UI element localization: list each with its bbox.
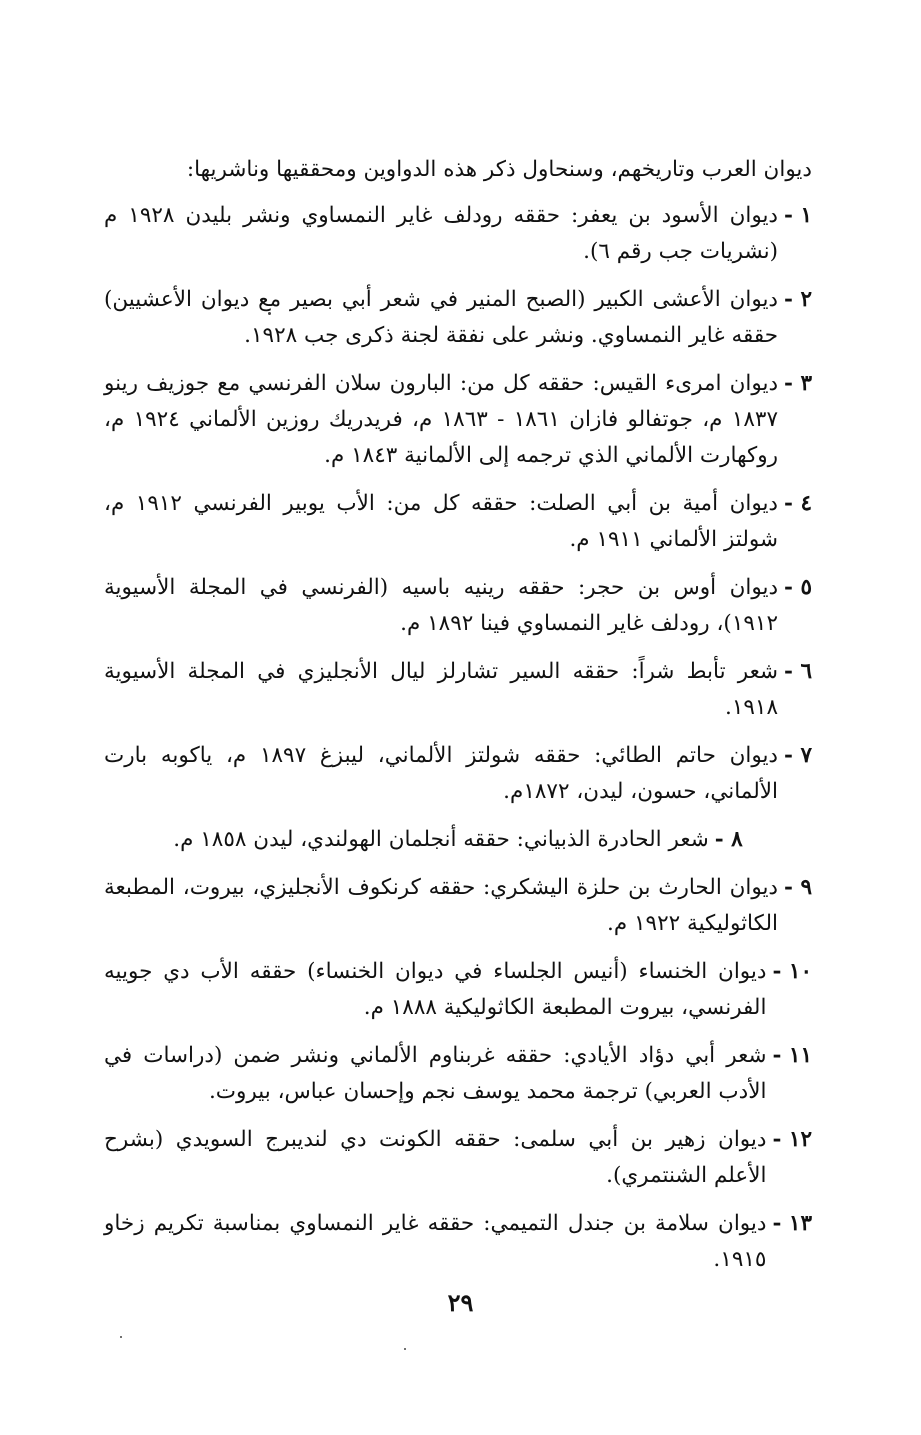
entry-number: ١ -	[784, 203, 812, 228]
scan-speck	[404, 1348, 406, 1350]
entry-text: ديوان الحارث بن حلزة اليشكري: حققه كرنكوف الأنجليزي، بيروت، المطبعة الكاثوليكية ١٩٢٢ م.	[104, 875, 779, 936]
entry-number: ١١ -	[772, 1043, 812, 1068]
entry-text: ديوان الأعشى الكبير (الصبح المنير في شعر أبي بصير مع ديوان الأعشيين) حققه غاير النمساوي. ونشر على نفقة لجنة ذكرى جب ١٩٢٨.	[104, 287, 779, 348]
intro-paragraph: ديوان العرب وتاريخهم، وسنحاول ذكر هذه الدواوين ومحققيها وناشريها:	[186, 157, 812, 182]
entry-number: ٦ -	[784, 659, 812, 684]
entry-number: ١٢ -	[772, 1127, 812, 1152]
entry-text: شعر الحادرة الذبياني: حققه أنجلمان الهولندي، ليدن ١٨٥٨ م.	[173, 827, 709, 852]
entry-text: ديوان حاتم الطائي: حققه شولتز الألماني، ليبزغ ١٨٩٧ م، ياكوبه بارت الألماني، حسون، ليدن، ١٨٧٢م.	[104, 743, 779, 804]
entry-number: ٣ -	[784, 371, 812, 396]
entry-text: ديوان امرىء القيس: حققه كل من: البارون سلان الفرنسي مع جوزيف رينو ١٨٣٧ م، جوتفالو فازان ١٨٦١ - ١٨٦٣ م، فريدريك روزين الألماني ١٩٢٤ م، روكهارت الألماني الذي ترجمه إلى الألمانية ١٨٤٣ م.	[104, 371, 779, 468]
diwan-list	[104, 198, 812, 1278]
scan-speck	[268, 312, 271, 315]
entry-text: شعر أبي دؤاد الأيادي: حققه غربناوم الألماني ونشر ضمن (دراسات في الأدب العربي) ترجمة محمد يوسف نجم وإحسان عباس، بيروت.	[104, 1043, 767, 1104]
list-item	[104, 570, 812, 642]
entry-number: ١٣ -	[772, 1211, 812, 1236]
entry-number: ٩ -	[784, 875, 812, 900]
entry-text: ديوان زهير بن أبي سلمى: حققه الكونت دي لنديبرج السويدي (بشرح الأعلم الشنتمري).	[104, 1127, 767, 1188]
entry-text: ديوان الأسود بن يعفر: حققه رودلف غاير النمساوي ونشر بليدن ١٩٢٨ م (نشريات جب رقم ٦).	[104, 203, 779, 264]
list-item	[104, 738, 812, 810]
page-number: ٢٩	[447, 1288, 474, 1317]
list-item	[104, 1206, 812, 1278]
entry-text: ديوان أمية بن أبي الصلت: حققه كل من: الأب يوبير الفرنسي ١٩١٢ م، شولتز الألماني ١٩١١ م.	[104, 491, 779, 552]
list-item	[104, 870, 812, 942]
list-item	[104, 822, 812, 858]
list-item	[104, 654, 812, 726]
scan-speck	[120, 1336, 122, 1338]
list-item	[104, 486, 812, 558]
entry-text: ديوان سلامة بن جندل التميمي: حققه غاير النمساوي بمناسبة تكريم زخاو ١٩١٥.	[104, 1211, 767, 1272]
list-item	[104, 366, 812, 474]
entry-number: ٥ -	[784, 575, 812, 600]
list-item	[104, 198, 812, 270]
entry-number: ٨ -	[714, 827, 743, 852]
list-item	[104, 954, 812, 1026]
entry-number: ١٠ -	[772, 959, 812, 984]
list-item	[104, 282, 812, 354]
list-item	[104, 1122, 812, 1194]
entry-text: ديوان أوس بن حجر: حققه رينيه باسيه (الفرنسي في المجلة الأسيوية ١٩١٢)، رودلف غاير النمساوي فينا ١٨٩٢ م.	[104, 575, 779, 636]
entry-number: ٤ -	[784, 491, 812, 516]
page-body	[104, 152, 812, 1290]
entry-text: شعر تأبط شراً: حققه السير تشارلز ليال الأنجليزي في المجلة الأسيوية ١٩١٨.	[104, 659, 779, 720]
list-item	[104, 1038, 812, 1110]
entry-number: ٢ -	[784, 287, 812, 312]
entry-text: ديوان الخنساء (أنيس الجلساء في ديوان الخنساء) حققه الأب دي جوييه الفرنسي، بيروت المطبعة الكاثوليكية ١٨٨٨ م.	[104, 959, 767, 1020]
entry-number: ٧ -	[784, 743, 812, 768]
